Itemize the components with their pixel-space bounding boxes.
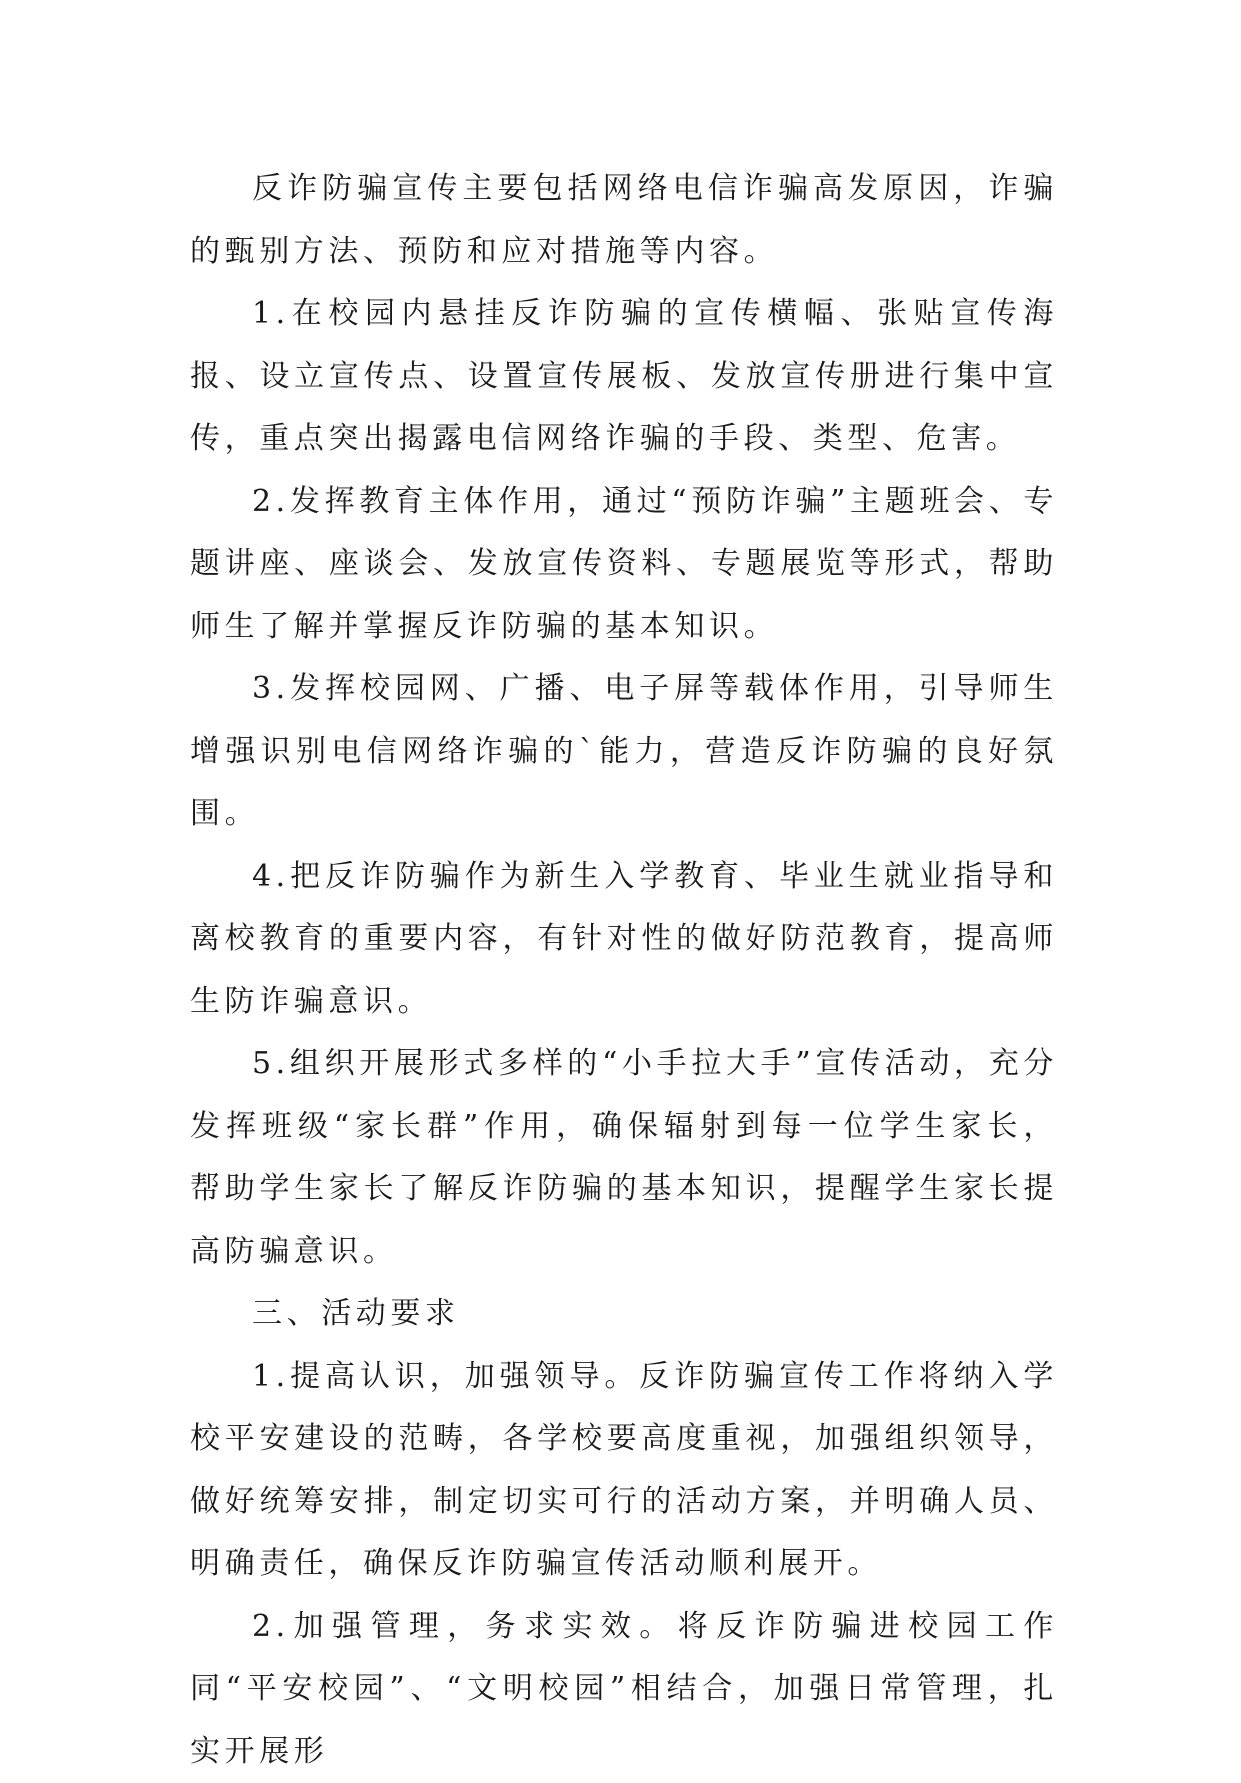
paragraph-item-1: 1.在校园内悬挂反诈防骗的宣传横幅、张贴宣传海报、设立宣传点、设置宣传展板、发放宣传册进行集中宣传，重点突出揭露电信网络诈骗的手段、类型、危害。 [190,283,1058,471]
paragraph-requirement-2: 2.加强管理，务求实效。将反诈防骗进校园工作同“平安校园”、“文明校园”相结合，加强日常管理，扎实开展形 [190,1596,1058,1783]
paragraph-item-4: 4.把反诈防骗作为新生入学教育、毕业生就业指导和离校教育的重要内容，有针对性的做好防范教育，提高师生防诈骗意识。 [190,846,1058,1034]
document-body [190,158,1058,1783]
paragraph-item-3: 3.发挥校园网、广播、电子屏等载体作用，引导师生增强识别电信网络诈骗的`能力，营造反诈防骗的良好氛围。 [190,658,1058,846]
paragraph-intro: 反诈防骗宣传主要包括网络电信诈骗高发原因，诈骗的甄别方法、预防和应对措施等内容。 [190,158,1058,283]
paragraph-item-5: 5.组织开展形式多样的“小手拉大手”宣传活动，充分发挥班级“家长群”作用，确保辐射到每一位学生家长，帮助学生家长了解反诈防骗的基本知识，提醒学生家长提高防骗意识。 [190,1033,1058,1283]
paragraph-item-2: 2.发挥教育主体作用，通过“预防诈骗”主题班会、专题讲座、座谈会、发放宣传资料、专题展览等形式，帮助师生了解并掌握反诈防骗的基本知识。 [190,471,1058,659]
paragraph-requirement-1: 1.提高认识，加强领导。反诈防骗宣传工作将纳入学校平安建设的范畴，各学校要高度重视，加强组织领导，做好统筹安排，制定切实可行的活动方案，并明确人员、明确责任，确保反诈防骗宣传活动顺利展开。 [190,1346,1058,1596]
section-heading: 三、活动要求 [190,1283,1058,1346]
